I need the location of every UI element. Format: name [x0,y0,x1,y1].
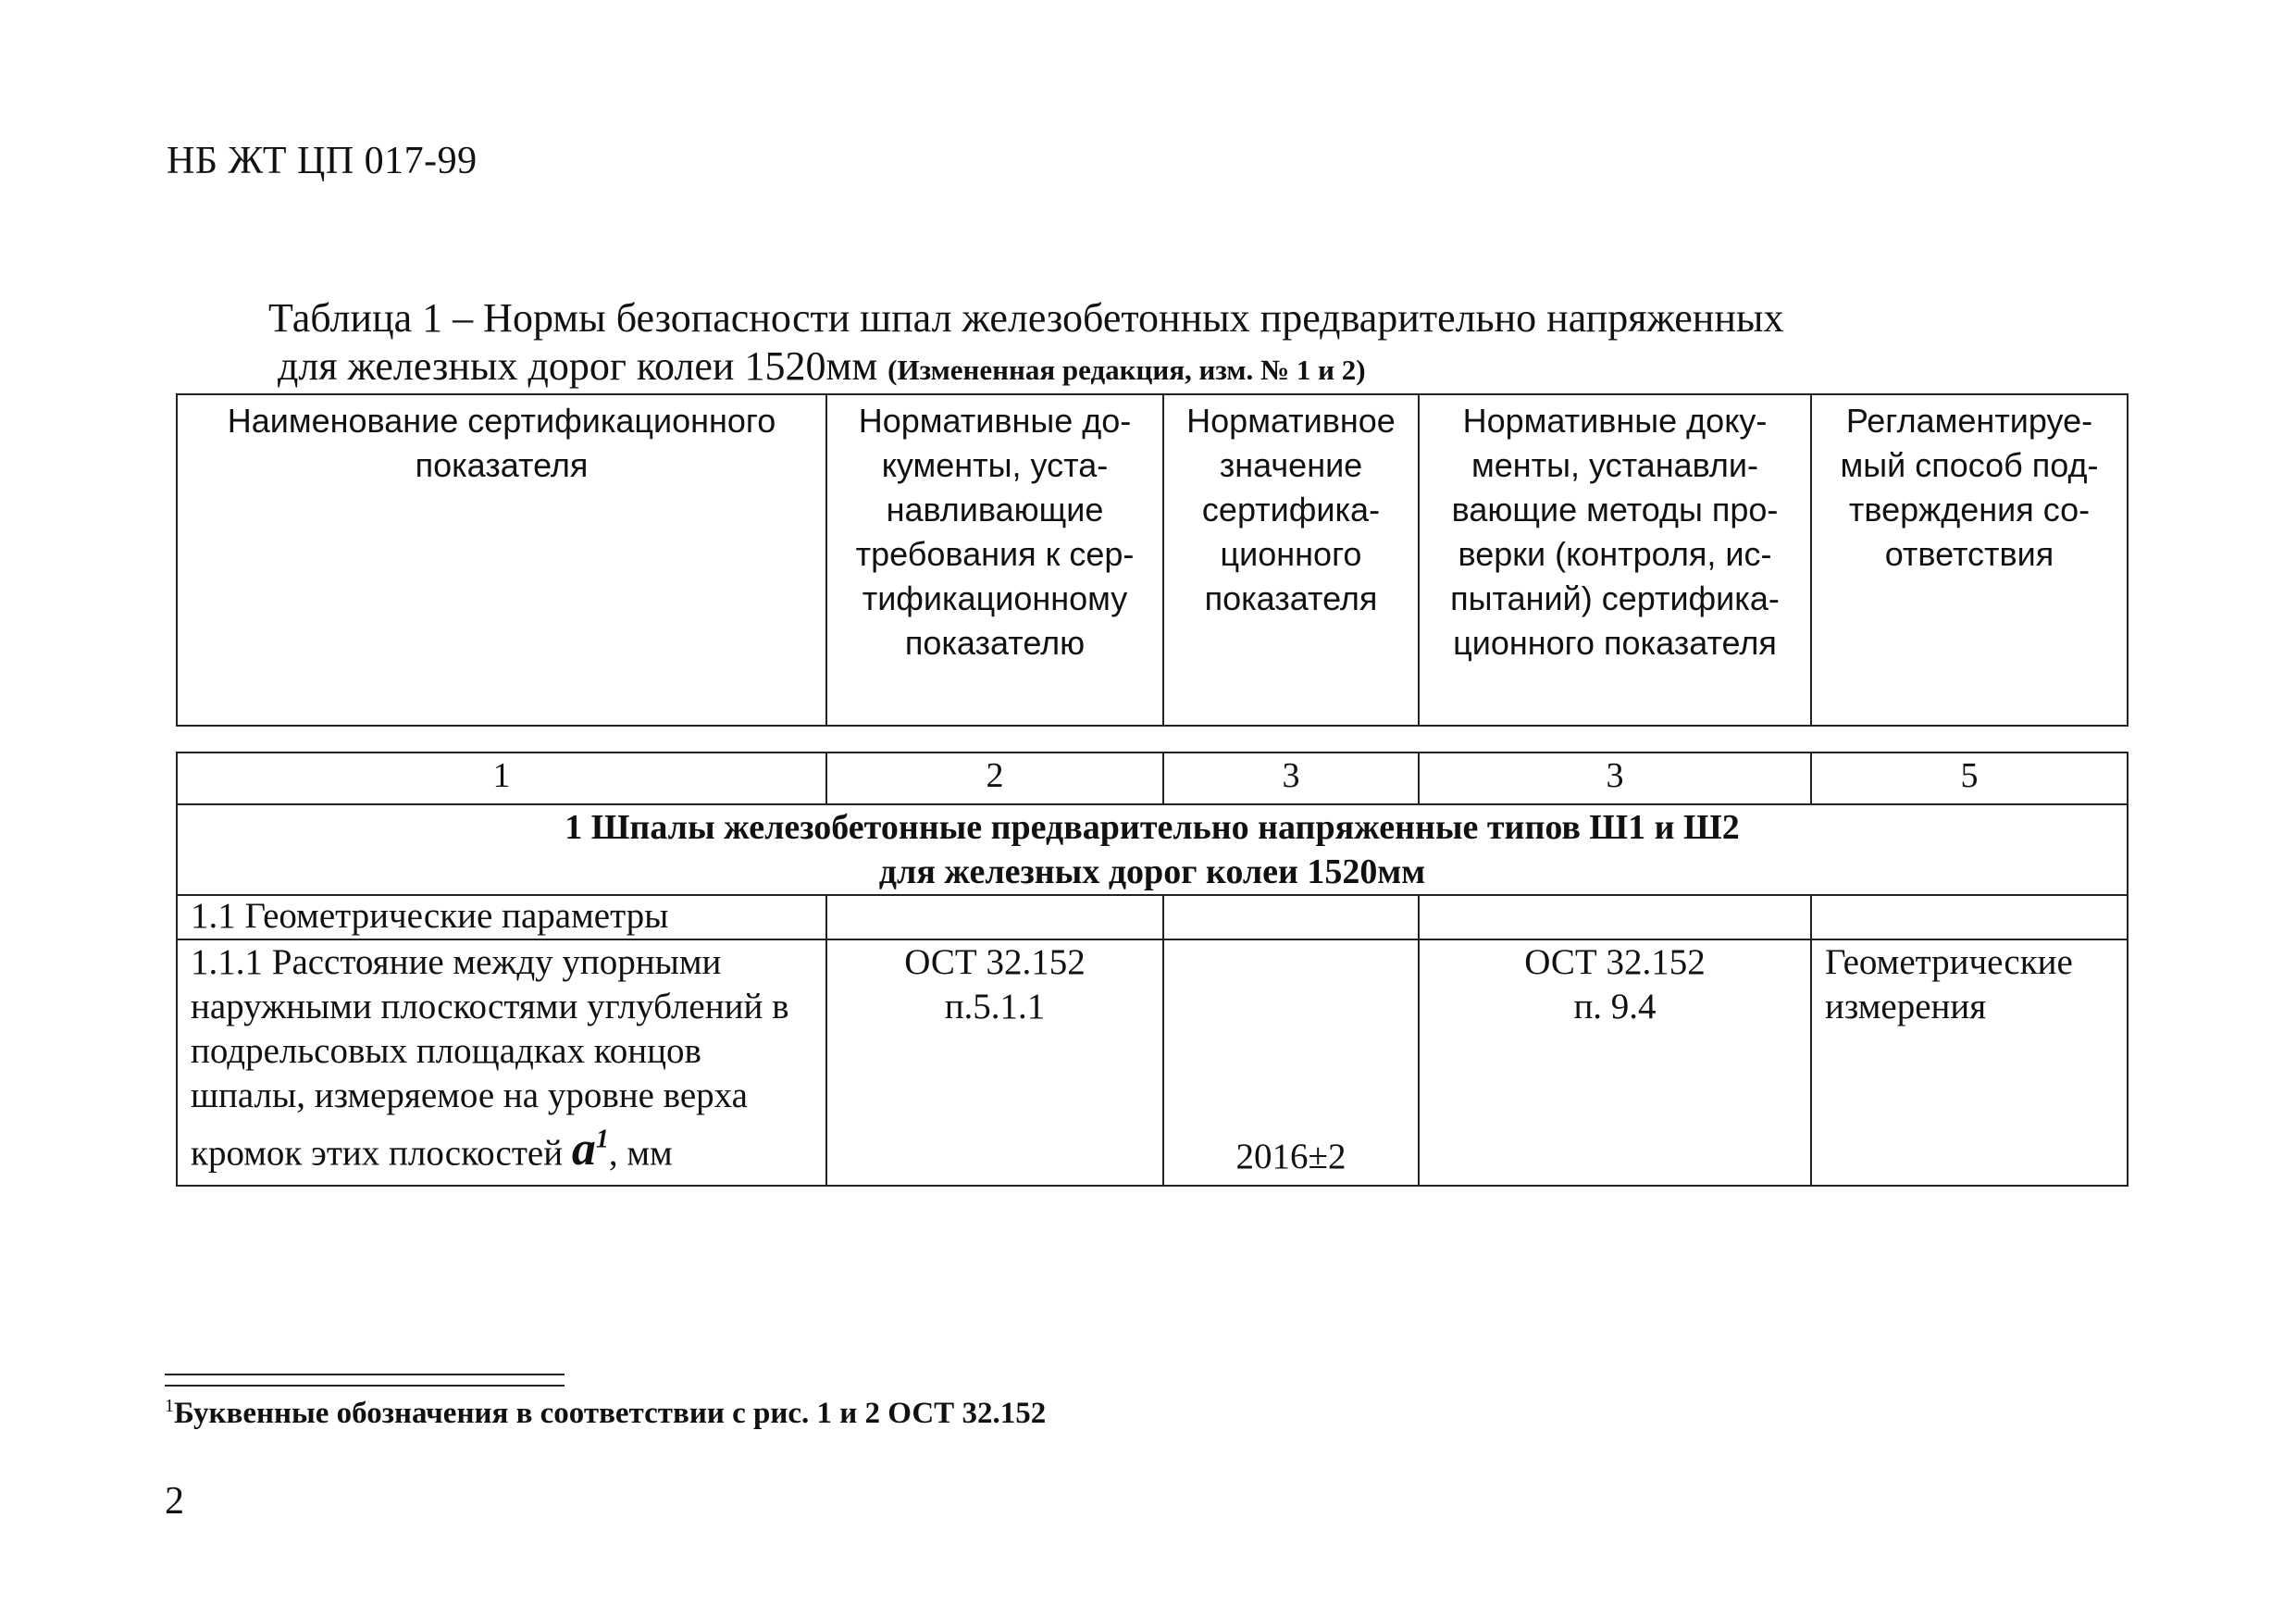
document-code: НБ ЖТ ЦП 017-99 [167,140,478,182]
empty-cell [1811,895,2128,939]
column-number: 5 [1811,753,2128,804]
column-number: 3 [1419,753,1811,804]
table-body [176,752,2128,1187]
req-doc-cell [826,939,1163,1186]
header-cell-name: Наименование сертификационного показателя [177,394,826,726]
subsection-title: 1.1 Геометрические параметры [177,895,826,939]
header-cell-method-docs: Нормативные доку-менты, устанавли-вающие методы про-верки (контроля, ис-пытаний) сертифика-ционного показателя [1419,394,1811,726]
empty-cell [826,895,1163,939]
footnote-divider [165,1374,565,1375]
caption-line-1: Таблица 1 – Нормы безопасности шпал железобетонных предварительно напряженных [268,295,1784,341]
subsection-row [177,895,2128,939]
method-doc: ОСТ 32.152 [1524,942,1706,982]
section-row [177,804,2128,895]
footnote-divider [165,1385,565,1387]
confirmation-cell: Геометрические измерения [1811,939,2128,1186]
caption-revision-note: (Измененная редакция, изм. № 1 и 2) [887,354,1366,386]
footnote [165,1396,1046,1431]
footnote-marker: 1 [595,1126,609,1154]
header-cell-req-docs: Нормативные до-кументы, уста-навливающие требования к сер-тификационному показателю [826,394,1163,726]
column-number: 2 [826,753,1163,804]
row-name-cell [177,939,826,1186]
column-number: 3 [1163,753,1419,804]
row-unit: , мм [608,1133,673,1174]
method-doc-cell [1419,939,1811,1186]
empty-cell [1419,895,1811,939]
footnote-text: Буквенные обозначения в соответствии с рис. 1 и 2 ОСТ 32.152 [174,1397,1047,1430]
req-clause: п.5.1.1 [944,987,1046,1026]
req-doc: ОСТ 32.152 [904,942,1086,982]
section-title-line-1: 1 Шпалы железобетонные предварительно напряженные типов Ш1 и Ш2 [565,808,1740,847]
empty-cell [1163,895,1419,939]
column-number: 1 [177,753,826,804]
table-header [176,393,2128,727]
caption-line-2: для железных дорог колеи 1520мм [278,343,878,389]
section-title-line-2: для железных дорог колеи 1520мм [878,852,1426,891]
row-name: 1.1.1 Расстояние между упорными наружными плоскостями углублений в подрельсовых площадках концов шпалы, измеряемое на уровне верха кромок этих плоскостей [191,942,789,1174]
column-numbers-row [177,753,2128,804]
page-number: 2 [165,1480,184,1523]
table-caption [268,294,2119,394]
row-symbol: $a^1$ [571,1123,609,1176]
section-title [177,804,2128,895]
header-cell-confirmation: Регламентируе-мый способ под-тверждения со-ответствия [1811,394,2128,726]
header-cell-value: Нормативное значение сертифика-ционного показателя [1163,394,1419,726]
table-row [177,939,2128,1186]
value-cell: 2016±2 [1163,939,1419,1186]
footnote-number: 1 [165,1396,174,1416]
method-clause: п. 9.4 [1573,987,1657,1026]
